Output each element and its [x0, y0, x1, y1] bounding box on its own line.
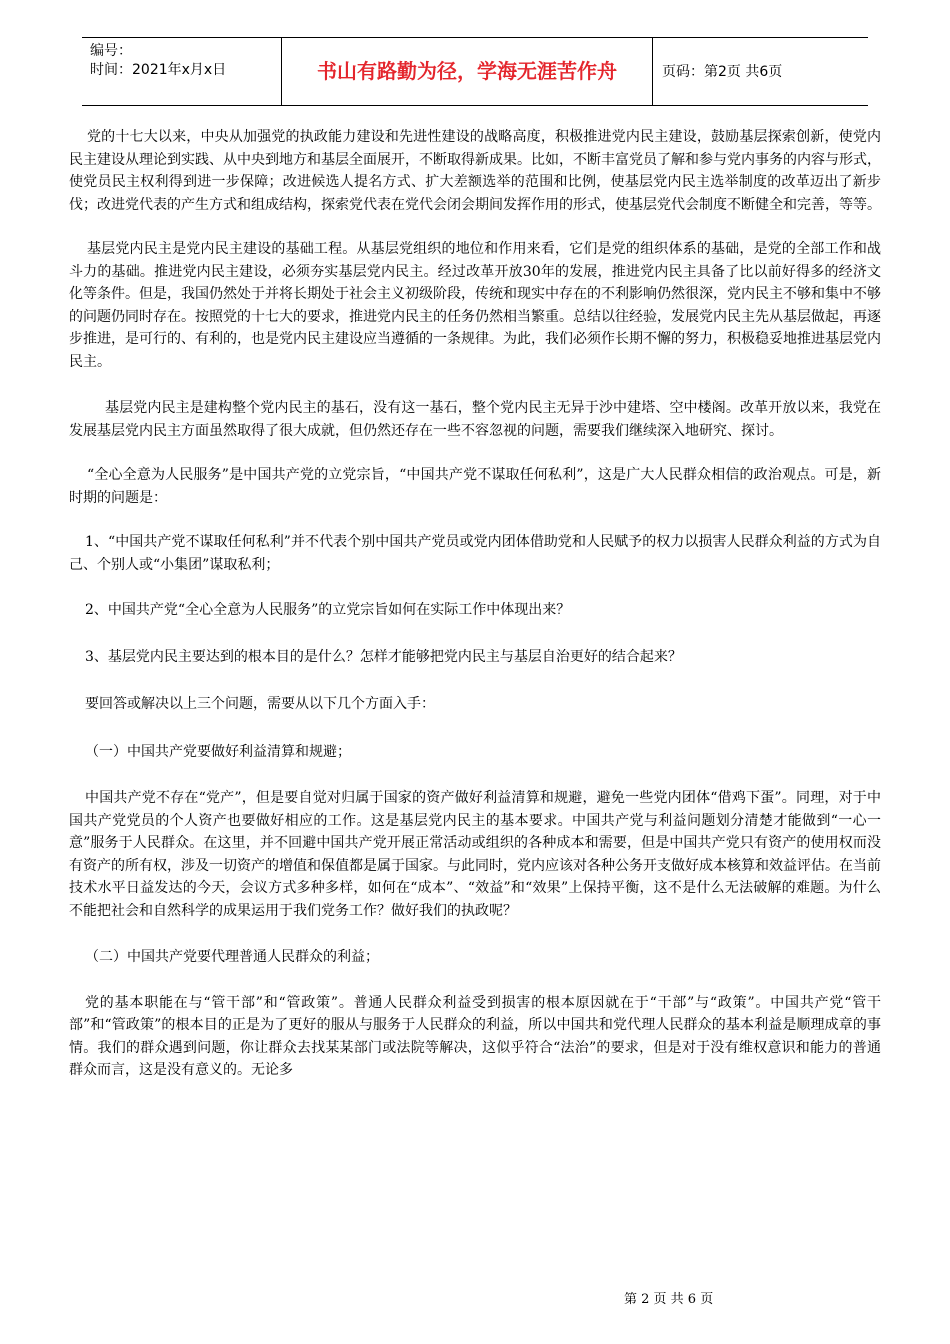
document-body: [69, 126, 881, 1082]
paragraph-section-1: 中国共产党不存在“党产”，但是要自觉对归属于国家的资产做好利益清算和规避，避免一些党内团体“借鸡下蛋”。同理，对于中国共产党党员的个人资产也要做好相应的工作。这是基层党内民主的基本要求。中国共产党与利益问题划分清楚才能做到“一心一意”服务于人民群众。在这里，并不回避中国共产党开展正常活动或组织的各种成本和需要，但是中国共产党只有资产的使用权而没有资产的所有权，涉及一切资产的增值和保值都是属于国家。与此同时，党内应该对各种公务开支做好成本核算和效益评估。在当前技术水平日益发达的今天，会议方式多种多样，如何在“成本”、“效益”和“效果”上保持平衡，这不是什么无法破解的难题。为什么不能把社会和自然科学的成果运用于我们党务工作？做好我们的执政呢？: [69, 790, 881, 919]
header-top-rule: [82, 37, 868, 38]
header-page-info: 页码：第2页 共6页: [662, 64, 783, 80]
document-date-label: 时间：2021年x月x日: [90, 62, 227, 78]
footer-page-number: 第 2 页 共 6 页: [624, 1292, 714, 1307]
question-2: 2、中国共产党“全心全意为人民服务”的立党宗旨如何在实际工作中体现出来？: [85, 602, 571, 618]
document-number-label: 编号：: [90, 43, 132, 59]
header-bottom-rule: [82, 105, 868, 106]
paragraph-3: 基层党内民主是建构整个党内民主的基石，没有这一基石，整个党内民主无异于沙中建塔、空中楼阁。改革开放以来，我党在发展基层党内民主方面虽然取得了很大成就，但仍然还存在一些不容忽视的问题，需要我们继续深入地研究、探讨。: [69, 400, 881, 439]
paragraph-4: “全心全意为人民服务”是中国共产党的立党宗旨，“中国共产党不谋取任何私利”，这是广大人民群众相信的政治观点。可是，新时期的问题是：: [69, 467, 881, 506]
section-heading-1: （一）中国共产党要做好利益清算和规避；: [85, 743, 351, 760]
paragraph-2: 基层党内民主是党内民主建设的基础工程。从基层党组织的地位和作用来看，它们是党的组织体系的基础，是党的全部工作和战斗力的基础。推进党内民主建设，必须夯实基层党内民主。经过改革开放30年的发展，推进党内民主具备了比以前好得多的经济文化等条件。但是，我国仍然处于并将长期处于社会主义初级阶段，传统和现实中存在的不利影响仍然很深，党内民主不够和集中不够的问题仍同时存在。按照党的十七大的要求，推进党内民主的任务仍然相当繁重。总结以往经验，发展党内民主先从基层做起，再逐步推进，是可行的、有利的，也是党内民主建设应当遵循的一条规律。为此，我们必须作长期不懈的努力，积极稳妥地推进基层党内民主。: [69, 241, 881, 370]
header-divider-right: [652, 37, 653, 105]
paragraph-1: 党的十七大以来，中央从加强党的执政能力建设和先进性建设的战略高度，积极推进党内民主建设，鼓励基层探索创新，使党内民主建设从理论到实践、从中央到地方和基层全面展开，不断取得新成果。比如，不断丰富党员了解和参与党内事务的内容与形式，使党员民主权利得到进一步保障；改进候选人提名方式、扩大差额选举的范围和比例，使基层党内民主选举制度的改革迈出了新步伐；改进党代表的产生方式和组成结构，探索党代表在党代会闭会期间发挥作用的形式，使基层党代会制度不断健全和完善，等等。: [69, 129, 881, 213]
paragraph-intro: 要回答或解决以上三个问题，需要从以下几个方面入手：: [85, 696, 435, 712]
question-1: 1、“中国共产党不谋取任何私利”并不代表个别中国共产党员或党内团体借助党和人民赋予的权力以损害人民群众利益的方式为自己、个别人或“小集团”谋取私利；: [69, 534, 881, 573]
question-3: 3、基层党内民主要达到的根本目的是什么？怎样才能够把党内民主与基层自治更好的结合起来？: [85, 648, 682, 665]
section-heading-2: （二）中国共产党要代理普通人民群众的利益；: [85, 949, 379, 965]
header-meta: [90, 42, 226, 80]
header-motto: 书山有路勤为径，学海无涯苦作舟: [317, 59, 617, 83]
paragraph-section-2: 党的基本职能在与“管干部”和“管政策”。普通人民群众利益受到损害的根本原因就在于“干部”与“政策”。中国共产党“管干部”和“管政策”的根本目的正是为了更好的服从与服务于人民群众的利益，所以中国共和党代理人民群众的基本利益是顺理成章的事情。我们的群众遇到问题，你让群众去找某某部门或法院等解决，这似乎符合“法治”的要求，但是对于没有维权意识和能力的普通群众而言，这是没有意义的。无论多: [69, 994, 881, 1078]
